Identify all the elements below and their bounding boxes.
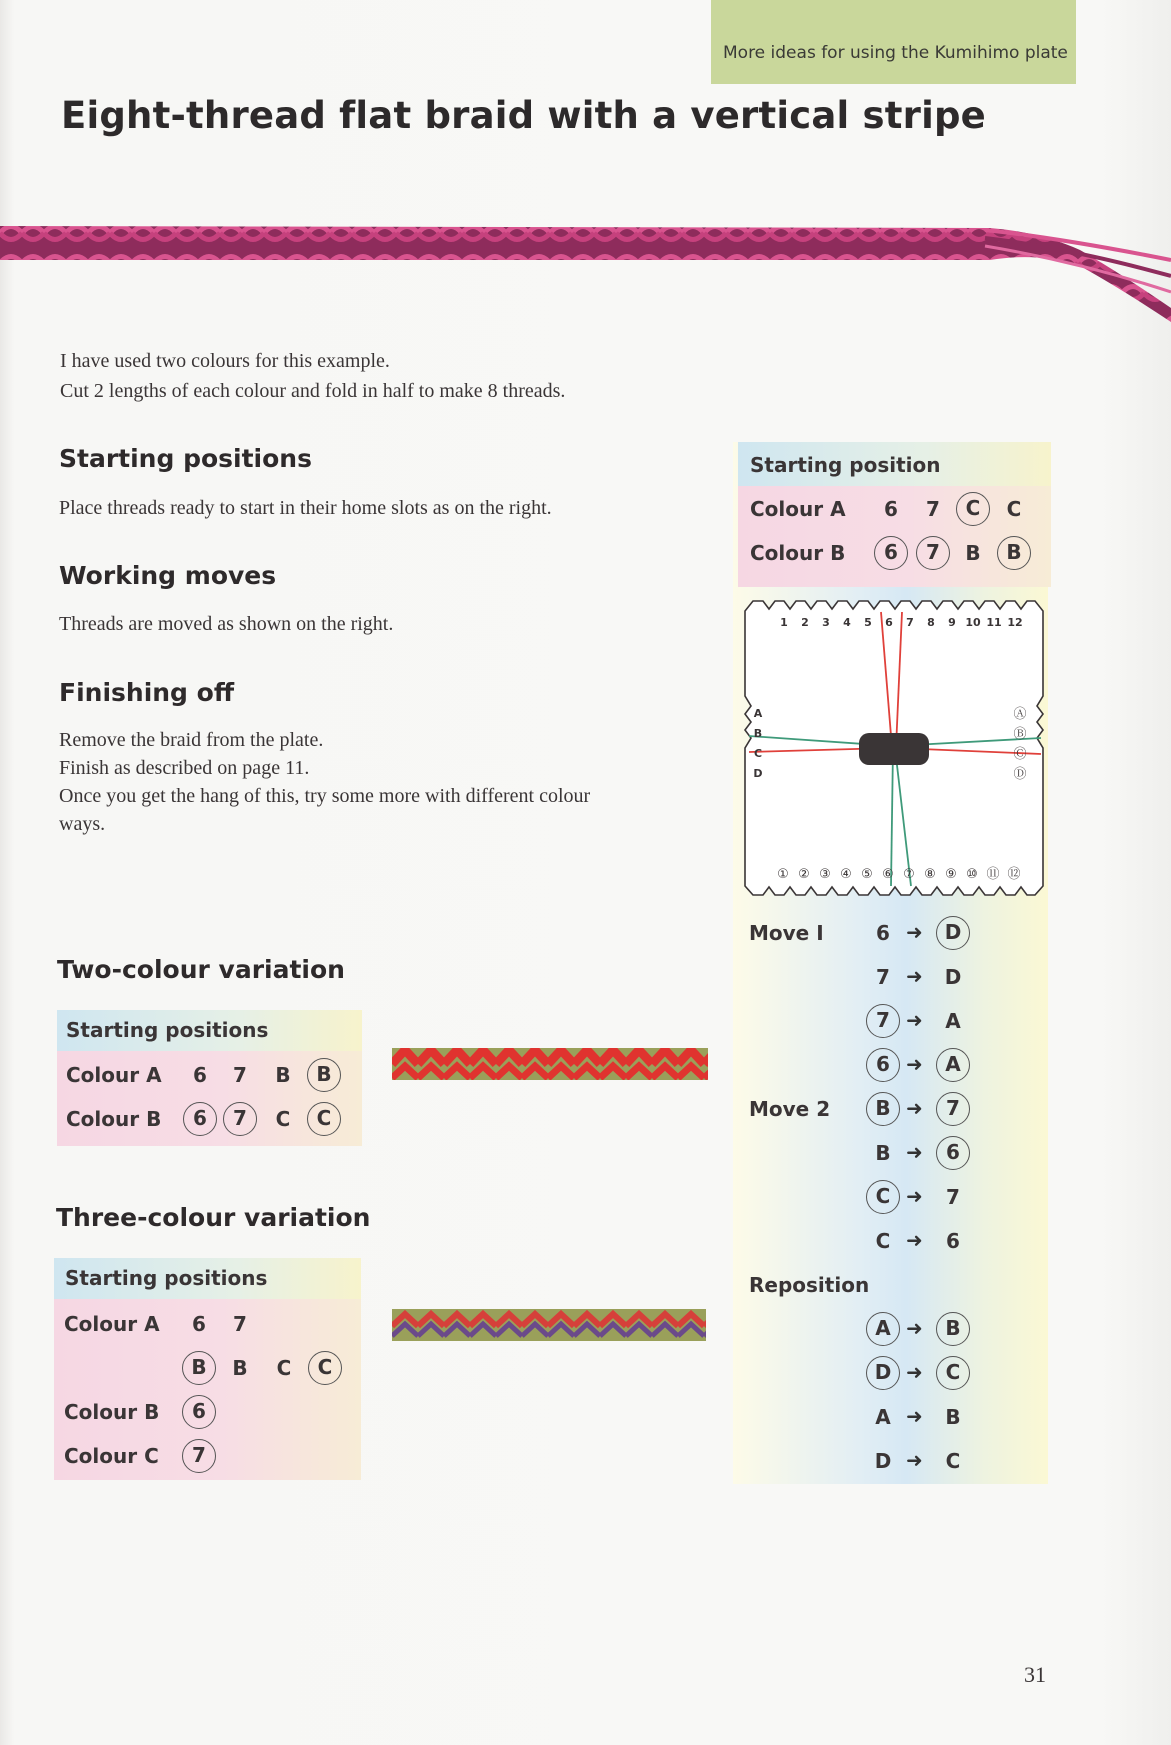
slot-letter-left: D <box>753 767 763 780</box>
move-from-cell: 7 <box>876 965 890 989</box>
slot-letter-right: Ⓐ <box>1013 707 1027 722</box>
arrow-icon: ➜ <box>906 920 923 944</box>
slot-number-top: 5 <box>864 616 872 629</box>
slot-number-top: 9 <box>948 616 956 629</box>
position-cell: C <box>956 492 990 526</box>
slot-letter-right: Ⓓ <box>1013 767 1027 782</box>
move-to-cell: 7 <box>946 1185 960 1209</box>
slot-number-bottom: ⑤ <box>861 867 873 882</box>
move-to-cell: 6 <box>946 1229 960 1253</box>
slot-number-top: 4 <box>843 616 851 629</box>
center-hole <box>859 733 929 765</box>
position-cell: 6 <box>884 497 898 521</box>
position-cell: 7 <box>926 497 940 521</box>
slot-number-bottom: ④ <box>840 867 852 882</box>
two-colour-table <box>57 1010 362 1146</box>
position-cell: 6 <box>182 1395 216 1429</box>
move-from-cell: 6 <box>866 1048 900 1082</box>
page-title: Eight-thread flat braid with a vertical stripe <box>61 94 986 137</box>
position-cell: 7 <box>233 1063 247 1087</box>
arrow-icon: ➜ <box>906 1228 923 1252</box>
finishing-line: Finish as described on page 11. <box>59 757 310 779</box>
kumihimo-plate-diagram <box>741 596 1047 900</box>
move-to-cell: D <box>944 965 962 989</box>
three-colour-table <box>54 1258 361 1480</box>
slot-number-top: 3 <box>822 616 830 629</box>
position-cell: C <box>276 1356 292 1380</box>
position-cell: 6 <box>183 1102 217 1136</box>
position-cell: C <box>1006 497 1022 521</box>
arrow-icon: ➜ <box>906 1316 923 1340</box>
slot-number-bottom: ⑫ <box>1007 867 1021 882</box>
position-cell: 6 <box>193 1063 207 1087</box>
slot-letter-left: C <box>753 747 763 760</box>
position-cell: B <box>275 1063 291 1087</box>
slot-letter-right: Ⓒ <box>1013 747 1027 762</box>
move-from-cell: D <box>866 1356 900 1390</box>
starting-position-panel <box>738 442 1051 587</box>
arrow-icon: ➜ <box>906 964 923 988</box>
move-from-cell: A <box>875 1405 891 1429</box>
arrow-icon: ➜ <box>906 1360 923 1384</box>
move-to-cell: C <box>936 1356 970 1390</box>
slot-number-top: 6 <box>885 616 893 629</box>
move-label: Move I <box>749 921 824 945</box>
arrow-icon: ➜ <box>906 1096 923 1120</box>
move-to-cell: 7 <box>936 1092 970 1126</box>
position-cell: B <box>965 541 981 565</box>
move-from-cell: C <box>866 1180 900 1214</box>
starting-positions-heading: Starting positions <box>59 444 312 473</box>
colour-label: Colour C <box>64 1444 159 1468</box>
slot-number-top: 11 <box>986 616 1002 629</box>
position-cell: C <box>308 1351 342 1385</box>
slot-letter-right: Ⓑ <box>1013 727 1027 742</box>
two-colour-braid-image <box>392 1046 708 1082</box>
arrow-icon: ➜ <box>906 1448 923 1472</box>
arrow-icon: ➜ <box>906 1140 923 1164</box>
slot-number-top: 2 <box>801 616 809 629</box>
colour-label: Colour B <box>750 541 846 565</box>
arrow-icon: ➜ <box>906 1404 923 1428</box>
move-to-cell: A <box>945 1009 961 1033</box>
move-from-cell: D <box>874 1449 892 1473</box>
intro-text <box>60 346 565 406</box>
slot-number-bottom: ③ <box>819 867 831 882</box>
slot-number-bottom: ⑧ <box>924 867 936 882</box>
intro-line: I have used two colours for this example. <box>60 350 390 372</box>
slot-letter-left: B <box>753 727 763 740</box>
move-from-cell: B <box>866 1092 900 1126</box>
move-from-cell: C <box>875 1229 891 1253</box>
move-from-cell: B <box>875 1141 891 1165</box>
slot-number-bottom: ⑪ <box>986 867 1000 882</box>
colour-label: Colour B <box>66 1107 162 1131</box>
main-braid-image <box>0 218 1171 338</box>
three-colour-table-header: Starting positions <box>65 1266 268 1290</box>
finishing-line: Remove the braid from the plate. <box>59 729 324 751</box>
slot-number-top: 10 <box>965 616 981 629</box>
position-cell: 6 <box>192 1312 206 1336</box>
slot-number-top: 12 <box>1007 616 1023 629</box>
slot-number-bottom: ② <box>798 867 810 882</box>
position-cell: B <box>232 1356 248 1380</box>
finishing-line: ways. <box>59 813 106 835</box>
move-from-cell: 6 <box>876 921 890 945</box>
slot-number-bottom: ⑥ <box>882 867 894 882</box>
move-to-cell: 6 <box>936 1136 970 1170</box>
arrow-icon: ➜ <box>906 1052 923 1076</box>
position-cell: 7 <box>223 1102 257 1136</box>
colour-label: Colour A <box>750 497 846 521</box>
intro-line: Cut 2 lengths of each colour and fold in half to make 8 threads. <box>60 380 566 402</box>
two-colour-heading: Two-colour variation <box>57 955 345 984</box>
position-cell: B <box>307 1058 341 1092</box>
colour-label: Colour B <box>64 1400 160 1424</box>
move-to-cell: D <box>936 916 970 950</box>
slot-number-bottom: ⑩ <box>966 867 978 882</box>
slot-letter-left: A <box>753 707 763 720</box>
move-from-cell: 7 <box>866 1004 900 1038</box>
finishing-off-heading: Finishing off <box>59 678 235 707</box>
position-cell: 7 <box>182 1439 216 1473</box>
position-cell: 6 <box>874 536 908 570</box>
working-moves-text <box>59 610 393 638</box>
slot-number-top: 7 <box>906 616 914 629</box>
position-cell: C <box>275 1107 291 1131</box>
move-to-cell: A <box>936 1048 970 1082</box>
slot-number-top: 1 <box>780 616 788 629</box>
slot-number-bottom: ① <box>777 867 789 882</box>
position-cell: B <box>997 536 1031 570</box>
move-to-cell: B <box>945 1405 961 1429</box>
starting-positions-text <box>59 494 552 522</box>
chapter-tab <box>711 0 1076 84</box>
three-colour-braid-image <box>392 1306 706 1344</box>
chapter-tab-text: More ideas for using the Kumihimo plate <box>723 43 1068 63</box>
working-moves-heading: Working moves <box>59 561 277 590</box>
move-label: Move 2 <box>749 1097 831 1121</box>
move-to-cell: C <box>945 1449 961 1473</box>
move-from-cell: A <box>866 1312 900 1346</box>
colour-label: Colour A <box>66 1063 162 1087</box>
colour-label: Colour A <box>64 1312 160 1336</box>
slot-number-top: 8 <box>927 616 935 629</box>
position-cell: 7 <box>916 536 950 570</box>
move-label: Reposition <box>749 1273 870 1297</box>
position-cell: 7 <box>233 1312 247 1336</box>
arrow-icon: ➜ <box>906 1008 923 1032</box>
working-moves-line: Threads are moved as shown on the right. <box>59 613 394 635</box>
two-colour-table-header: Starting positions <box>66 1018 269 1042</box>
three-colour-heading: Three-colour variation <box>56 1203 371 1232</box>
page-number: 31 <box>1024 1662 1046 1687</box>
starting-position-header: Starting position <box>750 453 941 477</box>
position-cell: B <box>182 1351 216 1385</box>
starting-positions-line: Place threads ready to start in their home slots as on the right. <box>59 497 552 519</box>
arrow-icon: ➜ <box>906 1184 923 1208</box>
slot-number-bottom: ⑨ <box>945 867 957 882</box>
finishing-off-text <box>59 726 590 838</box>
slot-number-bottom: ⑦ <box>903 867 915 882</box>
position-cell: C <box>307 1102 341 1136</box>
finishing-line: Once you get the hang of this, try some more with different colour <box>59 785 591 807</box>
move-to-cell: B <box>936 1312 970 1346</box>
